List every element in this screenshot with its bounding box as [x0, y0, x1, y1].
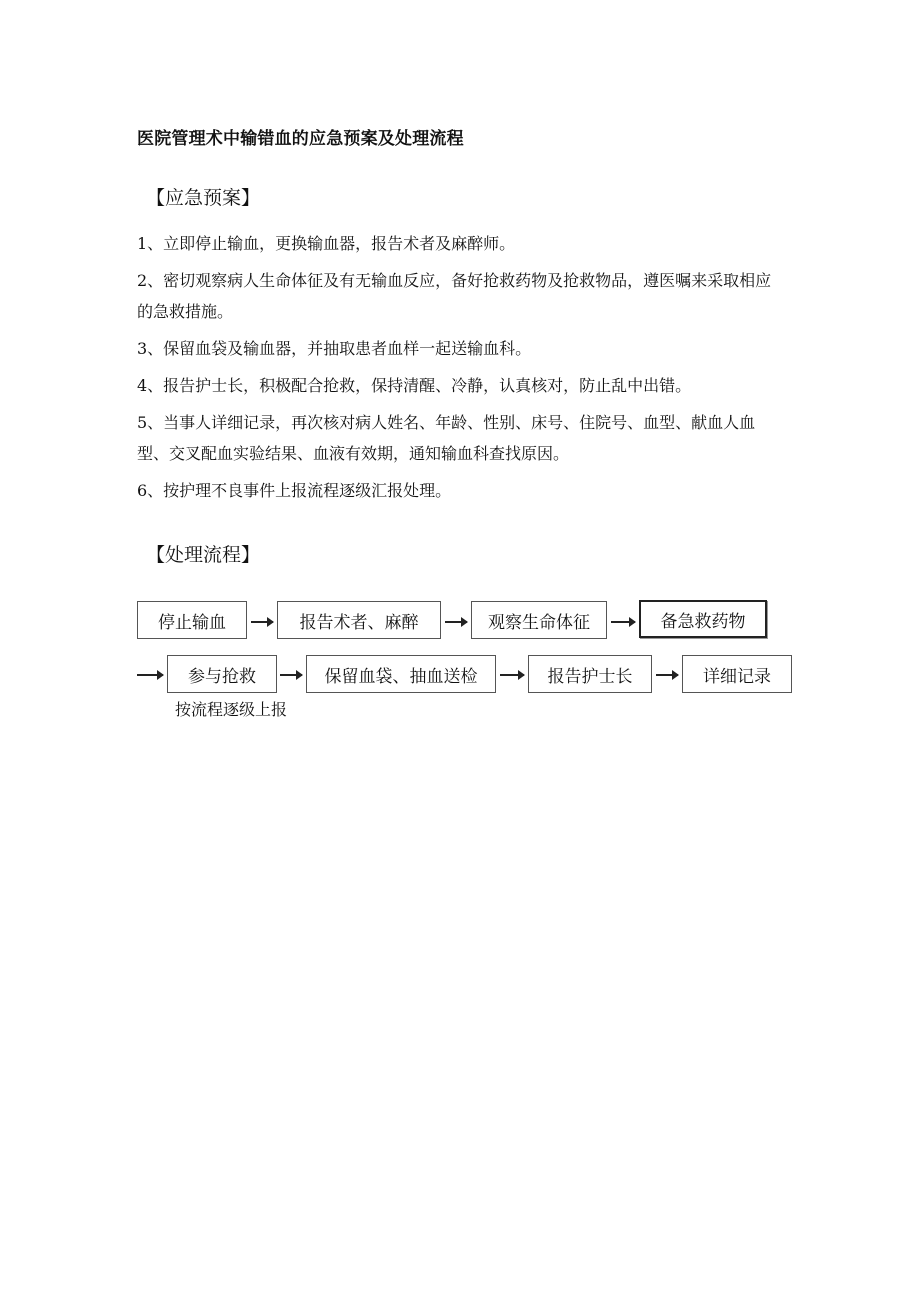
flow-step-observe-vitals: 观察生命体征	[471, 601, 607, 639]
flow-step-keep-blood-bag: 保留血袋、抽血送检	[306, 655, 496, 693]
flow-arrow	[445, 621, 467, 623]
flow-step-detailed-record: 详细记录	[682, 655, 792, 693]
emergency-plan-heading: 【应急预案】	[146, 187, 261, 209]
flow-step-report-surgeon: 报告术者、麻醉	[277, 601, 441, 639]
flow-arrow	[251, 621, 273, 623]
plan-item-2: 2、密切观察病人生命体征及有无输血反应，备好抢救药物及抢救物品，遵医嘱来采取相应的急救措施。	[137, 271, 772, 321]
plan-item-6: 6、按护理不良事件上报流程逐级汇报处理。	[137, 481, 452, 500]
flow-arrow	[500, 674, 524, 676]
process-flow-heading: 【处理流程】	[146, 544, 261, 566]
document-title: 医院管理术中输错血的应急预案及处理流程	[137, 129, 464, 149]
flow-step-stop-transfusion: 停止输血	[137, 601, 247, 639]
flow-arrow	[611, 621, 635, 623]
flow-step-join-rescue: 参与抢救	[167, 655, 277, 693]
flow-arrow	[280, 674, 302, 676]
flow-step-report-head-nurse: 报告护士长	[528, 655, 652, 693]
flow-note: 按流程逐级上报	[175, 700, 288, 719]
plan-item-4: 4、报告护士长，积极配合抢救，保持清醒、冷静，认真核对，防止乱中出错。	[137, 376, 692, 395]
plan-item-3: 3、保留血袋及输血器，并抽取患者血样一起送输血科。	[137, 339, 532, 358]
flow-arrow	[137, 674, 163, 676]
flow-step-prepare-drugs: 备急救药物	[639, 600, 767, 638]
plan-item-1: 1、立即停止输血，更换输血器，报告术者及麻醉师。	[137, 234, 516, 253]
plan-item-5: 5、当事人详细记录，再次核对病人姓名、年龄、性别、床号、住院号、血型、献血人血型、交叉配血实验结果、血液有效期，通知输血科查找原因。	[137, 413, 756, 463]
flow-arrow	[656, 674, 678, 676]
